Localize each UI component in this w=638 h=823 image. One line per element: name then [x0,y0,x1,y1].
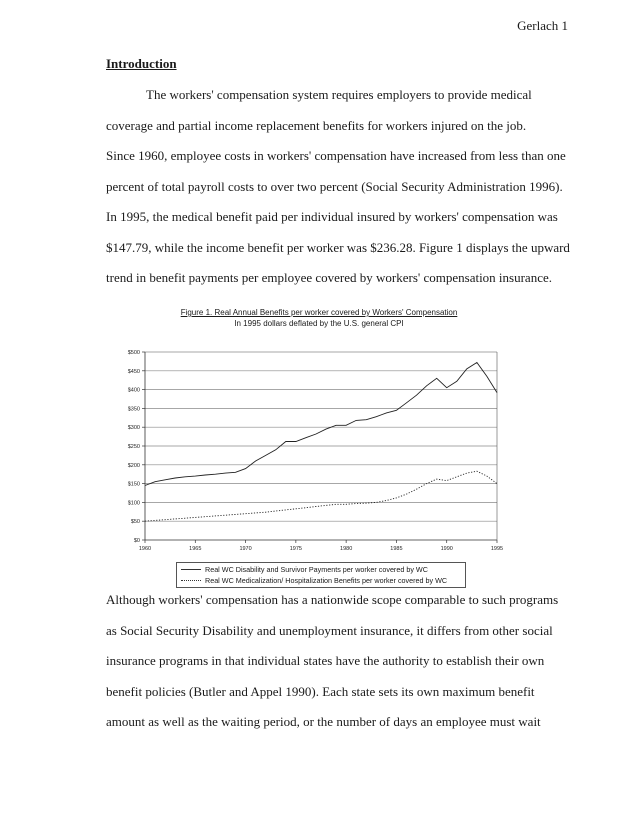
x-tick-label: 1980 [340,546,353,552]
paragraph-line: In 1995, the medical benefit paid per individual insured by workers' compensation was [106,209,558,224]
y-tick-label: $0 [133,538,140,544]
y-tick-label: $450 [127,368,140,375]
legend-item-disability [181,564,428,575]
y-tick-label: $200 [127,462,140,469]
x-tick-label: 1995 [490,546,504,552]
x-tick-label: 1960 [138,546,152,552]
paragraph-line: Since 1960, employee costs in workers' compensation have increased from less than one [106,148,566,163]
legend-item-medical [181,575,447,586]
running-head: Gerlach 1 [517,18,568,33]
y-tick-label: $400 [127,387,140,394]
paragraph-line: as Social Security Disability and unemployment insurance, it differs from other social [106,622,553,638]
legend-label-disability: Real WC Disability and Survivor Payments per worker covered by WC [205,565,428,574]
paragraph-line: benefit policies (Butler and Appel 1990). Each state sets its own maximum benefit [106,683,535,699]
x-tick-label: 1975 [289,546,302,552]
paragraph-line: insurance programs in that individual states have the authority to establish their own [106,653,545,668]
paragraph-line: The workers' compensation system requires employers to provide medical [146,87,532,102]
legend-solid-line-swatch [181,569,201,570]
x-tick-label: 1985 [390,546,403,552]
y-tick-label: $250 [127,444,140,450]
paragraph-line: amount as well as the waiting period, or the number of days an employee must wait [106,714,541,729]
figure-title: Figure 1. Real Annual Benefits per worker covered by Workers' Compensation [180,308,458,317]
paragraph-intro [106,87,570,302]
y-tick-label: $100 [127,500,140,507]
y-tick-label: $350 [127,406,140,413]
chart-legend [176,562,466,588]
y-tick-label: $500 [127,350,140,356]
y-tick-label: $50 [130,519,140,526]
legend-label-medical: Real WC Medicalization/ Hospitalization Benefits per worker covered by WC [205,576,448,585]
series-line-disability [145,363,497,486]
section-heading: Introduction [106,56,177,71]
benefits-line-chart [100,340,510,555]
x-tick-label: 1970 [239,546,252,552]
paragraph-line: $147.79, while the income benefit per worker was $236.28. Figure 1 displays the upward [106,239,570,255]
series-line-medical [145,471,497,521]
figure-subtitle: In 1995 dollars deflated by the U.S. general CPI [234,319,404,328]
x-tick-label: 1990 [440,546,453,552]
paragraph-state-variation [106,593,560,746]
y-tick-label: $300 [127,425,140,432]
paragraph-line: Although workers' compensation has a nationwide scope comparable to such programs [106,592,559,607]
paragraph-line: percent of total payroll costs to over two percent (Social Security Administration 1996). [106,178,563,194]
legend-dotted-line-swatch [181,580,201,581]
paragraph-line: trend in benefit payments per employee covered by workers' compensation insurance. [106,270,552,285]
paragraph-line: coverage and partial income replacement benefits for workers injured on the job. [106,117,527,133]
y-tick-label: $150 [127,481,140,488]
x-tick-label: 1965 [189,546,202,552]
